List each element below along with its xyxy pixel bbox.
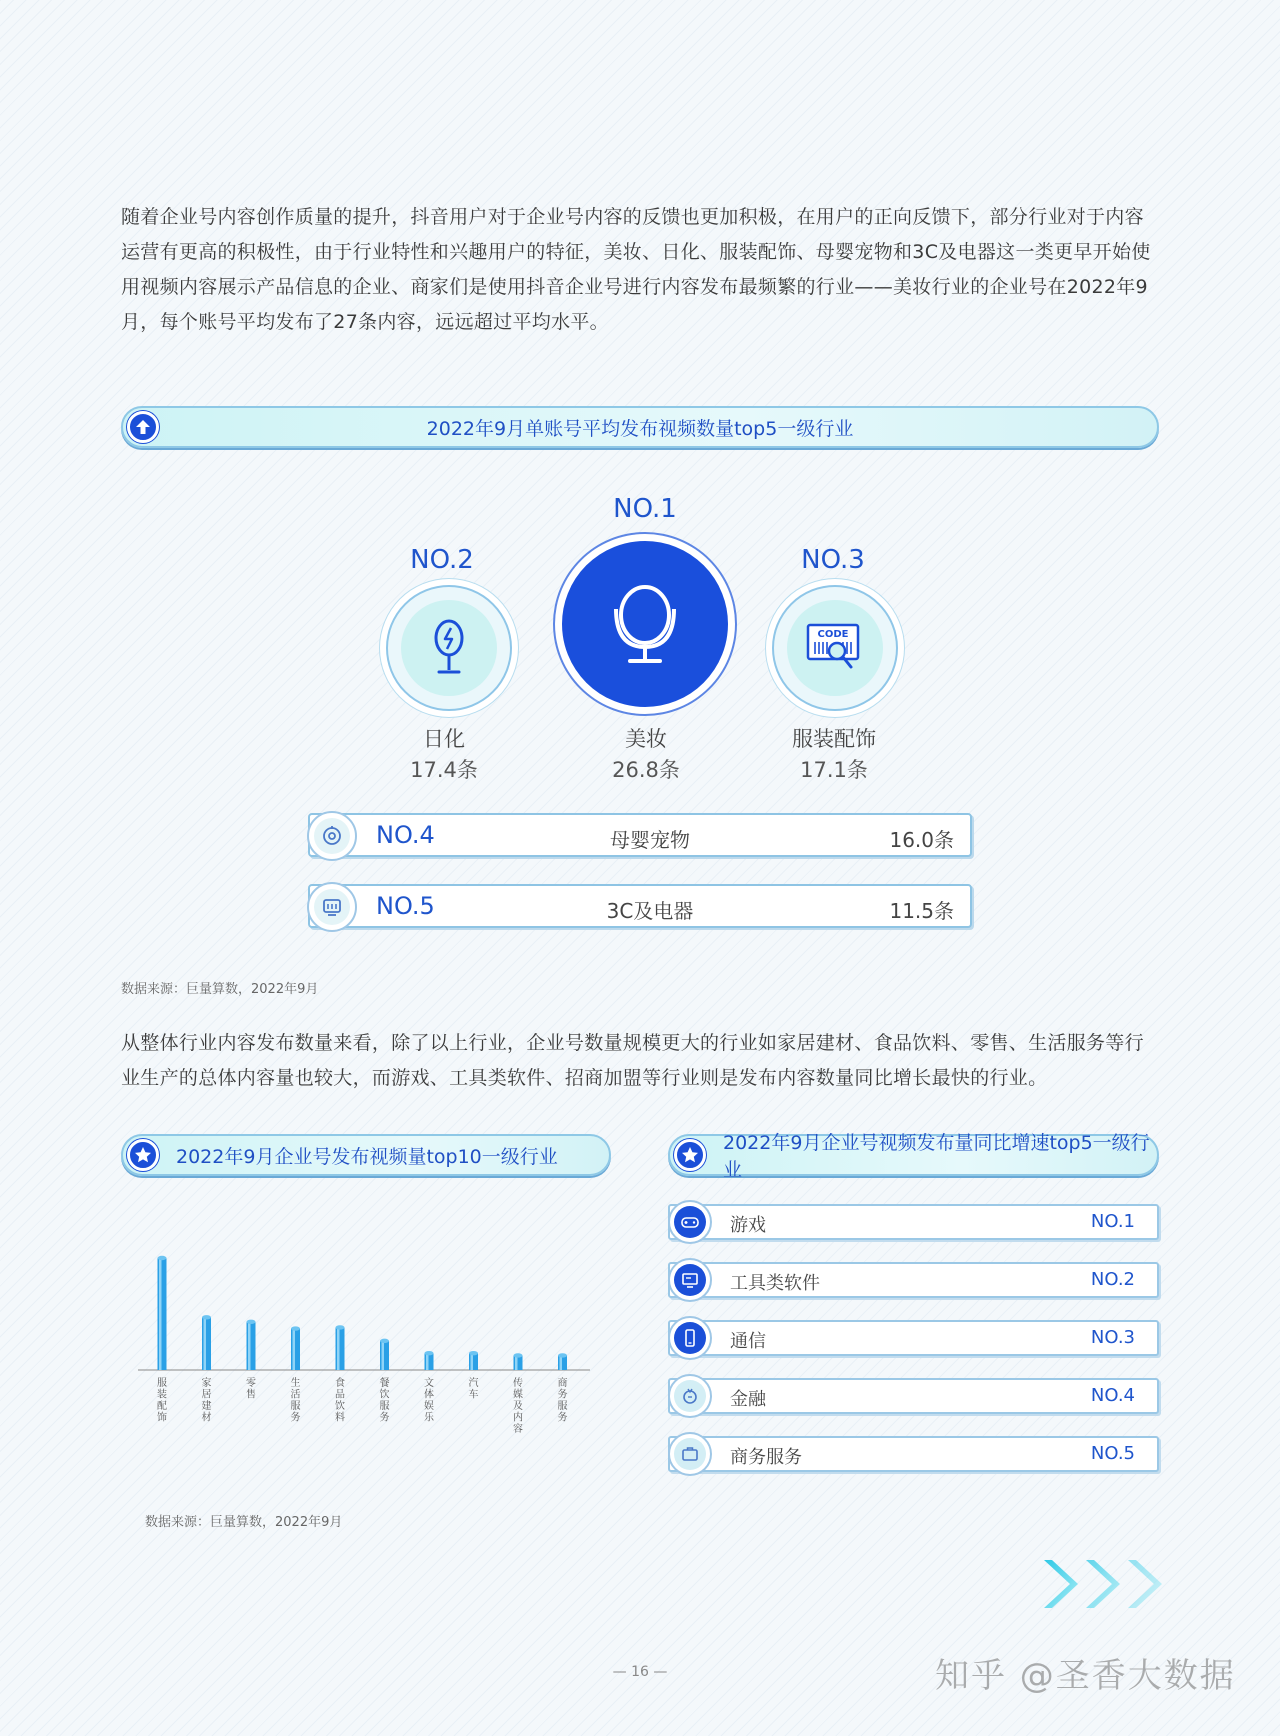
rank-1-name: 美妆 — [625, 727, 667, 751]
bar-10 — [558, 1353, 567, 1370]
data-source-1: 数据来源：巨量算数，2022年9月 — [121, 982, 319, 997]
growth-banner-title: 2022年9月企业号视频发布量同比增速top5一级行业 — [723, 1132, 1150, 1181]
rank-3-value: 17.1条 — [800, 758, 868, 782]
briefcase-icon — [668, 1432, 712, 1476]
phone-icon — [668, 1316, 712, 1360]
bar-9 — [514, 1353, 523, 1370]
finance-icon — [668, 1374, 712, 1418]
bar-label-10: 商务服务 — [557, 1378, 568, 1424]
top10-banner-title: 2022年9月企业号发布视频量top10一级行业 — [176, 1145, 558, 1168]
rank-4-label: NO.4 — [376, 821, 435, 849]
gamepad-icon — [668, 1200, 712, 1244]
top5-banner-title: 2022年9月单账号平均发布视频数量top5一级行业 — [426, 417, 854, 440]
bar-1 — [158, 1256, 167, 1370]
second-paragraph: 从整体行业内容发布数量来看，除了以上行业，企业号数量规模更大的行业如家居建材、食品饮料、零售、生活服务等行业生产的总体内容量也较大，而游戏、工具类软件、招商加盟等行业则是发布内容数量同比增长最快的行业。 — [121, 1032, 1144, 1089]
bar-label-4: 生活服务 — [290, 1378, 301, 1424]
rank-5-label: NO.5 — [376, 892, 435, 920]
microphone-icon — [401, 600, 497, 696]
rank-2-circle — [386, 585, 512, 711]
mirror-icon — [562, 541, 728, 707]
rank-4-value: 16.0条 — [889, 828, 954, 852]
software-icon — [668, 1258, 712, 1302]
bar-label-3: 零售 — [246, 1378, 256, 1401]
bar-8 — [469, 1351, 478, 1370]
arrow-up-icon — [127, 411, 159, 443]
rank-5-name: 3C及电器 — [606, 899, 694, 923]
bar-2 — [202, 1315, 211, 1370]
growth-5-name: 商务服务 — [730, 1447, 802, 1468]
growth-row-5 — [668, 1436, 1159, 1472]
growth-row-1 — [668, 1204, 1159, 1240]
star-icon — [674, 1139, 706, 1171]
watermark: 知乎 @圣香大数据 — [935, 1656, 1236, 1696]
rank-3-name: 服装配饰 — [792, 727, 876, 751]
growth-1-name: 游戏 — [730, 1215, 766, 1236]
growth-row-3 — [668, 1320, 1159, 1356]
rank-1-label: NO.1 — [613, 494, 677, 524]
bar-label-5: 食品饮料 — [335, 1378, 345, 1424]
rank-row-4 — [308, 813, 972, 857]
data-source-2: 数据来源：巨量算数，2022年9月 — [145, 1515, 343, 1530]
top5-banner — [121, 406, 1159, 448]
bar-label-1: 服装配饰 — [157, 1378, 167, 1424]
bar-label-2: 家居建材 — [201, 1378, 212, 1424]
top10-banner — [121, 1134, 611, 1176]
star-icon — [127, 1139, 159, 1171]
chevron-arrows-icon — [1040, 1556, 1162, 1612]
growth-2-name: 工具类软件 — [730, 1273, 820, 1294]
rank-4-name: 母婴宠物 — [610, 828, 690, 852]
intro-paragraph: 随着企业号内容创作质量的提升，抖音用户对于企业号内容的反馈也更加积极，在用户的正向反馈下，部分行业对于内容运营有更高的积极性，由于行业特性和兴趣用户的特征，美妆、日化、服装配饰、母婴宠物和3C及电器这一类更早开始使用视频内容展示产品信息的企业、商家们是使用抖音企业号进行内容发布最频繁的行业——美妆行业的企业号在2022年9月，每个账号平均发布了27条内容，远远超过平均水平。 — [121, 206, 1151, 333]
bar-label-9: 传媒及内容 — [513, 1378, 523, 1435]
rank-2-value: 17.4条 — [410, 758, 478, 782]
device-icon — [307, 882, 357, 932]
growth-row-4 — [668, 1378, 1159, 1414]
rank-3-circle — [772, 585, 898, 711]
bar-5 — [336, 1325, 345, 1370]
rank-3-label: NO.3 — [801, 545, 865, 575]
growth-5-rank: NO.5 — [1090, 1443, 1135, 1464]
growth-4-name: 金融 — [730, 1389, 766, 1410]
growth-2-rank: NO.2 — [1090, 1269, 1135, 1290]
bar-3 — [247, 1320, 256, 1370]
rank-1-value: 26.8条 — [612, 758, 680, 782]
bar-4 — [291, 1326, 300, 1370]
rank-2-label: NO.2 — [410, 545, 474, 575]
growth-4-rank: NO.4 — [1090, 1385, 1135, 1406]
barcode-icon — [787, 600, 883, 696]
bar-label-8: 汽车 — [468, 1378, 479, 1401]
bar-6 — [380, 1339, 389, 1370]
rank-2-name: 日化 — [423, 727, 465, 751]
growth-3-rank: NO.3 — [1090, 1327, 1135, 1348]
top10-bar-chart — [130, 1235, 600, 1465]
growth-1-rank: NO.1 — [1090, 1211, 1135, 1232]
bar-label-6: 餐饮服务 — [379, 1378, 390, 1424]
rank-5-value: 11.5条 — [889, 899, 954, 923]
barcode-code-text: CODE — [817, 629, 849, 640]
rank-row-5 — [308, 884, 972, 928]
growth-banner — [668, 1132, 1159, 1181]
bar-label-7: 文体娱乐 — [424, 1378, 434, 1424]
pacifier-icon — [307, 811, 357, 861]
growth-row-2 — [668, 1262, 1159, 1298]
growth-3-name: 通信 — [730, 1331, 766, 1352]
page-number: — 16 — — [612, 1664, 668, 1680]
bar-7 — [425, 1351, 434, 1370]
